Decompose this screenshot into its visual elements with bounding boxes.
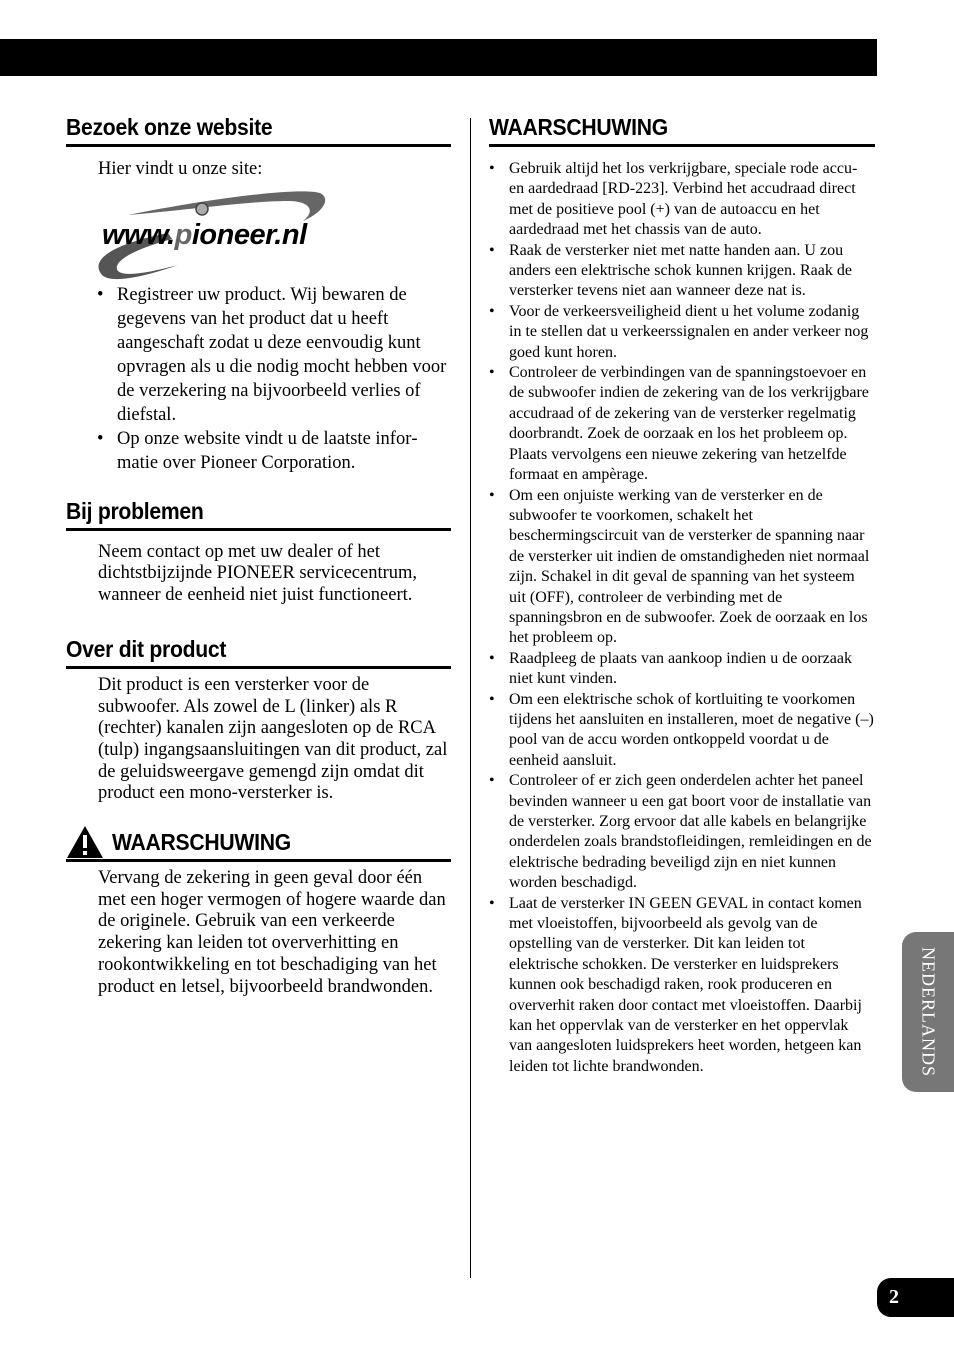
list-item: • Om een onjuiste werking van de versterker en de subwoofer te voorkomen, schakelt het beschermingscircuit van de versterker de spanning naar de versterker uit indien de omstandigheden niet normaal zijn. Schakel in dit geval de spanning van het systeem uit (OFF), controleer de verbinding met de spanningsbron en de subwoofer. Zoek de oorzaak en los het probleem op.	[489, 486, 875, 649]
right-warning-rule	[489, 144, 875, 147]
problems-rule	[66, 528, 451, 531]
problems-heading: Bij problemen	[66, 497, 204, 524]
right-column	[489, 113, 875, 1077]
language-tab	[902, 932, 954, 1092]
visit-rule	[66, 144, 451, 147]
visit-intro: Hier vindt u onze site:	[98, 159, 263, 179]
product-section	[66, 635, 451, 805]
logo-www: www.	[102, 218, 175, 251]
left-column	[66, 113, 451, 998]
warning-icon	[66, 825, 104, 859]
list-item: • Raadpleeg de plaats van aankoop indien u de oorzaak niet kunt vinden.	[489, 649, 875, 690]
product-heading: Over dit product	[66, 635, 227, 662]
header-bar	[0, 39, 877, 76]
list-item: • Controleer de verbindingen van de spanningstoevoer en de subwoofer indien de zekering van de los verkrijgbare accudraad of de zekering van de versterker regelmatig doorbrandt. Zoek de oorzaak en los het probleem op. Plaats vervolgens een nieuwe zekering van hetzelfde formaat en ampèrage.	[489, 363, 875, 485]
language-tab-label: NEDERLANDS	[918, 947, 939, 1077]
visit-bullet-list	[66, 283, 451, 475]
list-item: • Om een elektrische schok of kortluiting te voorkomen tijdens het aansluiten en installeren, moet de negative (–) pool van de accu worden ontkoppeld voordat u de eenheid aansluit.	[489, 690, 875, 772]
left-warning-rule	[66, 859, 451, 862]
page-number: 2	[877, 1278, 954, 1317]
column-divider	[470, 118, 471, 1278]
right-warning-list	[489, 159, 875, 1077]
right-warning-heading: WAARSCHUWING	[489, 114, 668, 140]
product-rule	[66, 666, 451, 669]
problems-section	[66, 497, 451, 607]
left-warning-text: Vervang de zekering in geen geval door één met een hoger vermogen of hogere waarde dan de originele. Gebruik van een verkeerde zekering kan leiden tot oververhitting en rookontwikkeling en tot beschadiging van het product en letsel, bijvoorbeeld brandwonden.	[98, 868, 446, 997]
left-warning-heading: WAARSCHUWING	[112, 829, 291, 856]
list-item: • Registreer uw product. Wij bewaren de gegevens van het product dat u heeft aangeschaft zodat u deze eenvoudig kunt opvragen als u die nodig mocht hebben voor de verzekering na bijvoorbeeld verlies of diefstal.	[66, 283, 451, 427]
list-item: • Raak de versterker niet met natte handen aan. U zou anders een elektrische schok kunnen krijgen. Raak de versterker tevens niet aan wanneer deze nat is.	[489, 241, 875, 302]
list-item: • Laat de versterker IN GEEN GEVAL in contact komen met vloeistoffen, bijvoorbeeld als gevolg van de opstelling van de versterker. Dit kan leiden tot elektrische schokken. De versterker en luidsprekers kunnen ook beschadigd raken, rook produceren en oververhit raken door contact met vloeistoffen. Daarbij kan het oppervlak van de versterker en het oppervlak van aangesloten luidsprekers heet worden, hetgeen kan leiden tot lichte brandwonden.	[489, 894, 875, 1078]
product-text: Dit product is een versterker voor de subwoofer. Als zowel de L (linker) als R (rechter) kanalen zijn aangesloten op de RCA (tulp) ingangsaansluitingen van dit product, zal de geluidsweergave gemengd zijn omdat dit product een mono-versterker is.	[98, 674, 448, 804]
left-warning-section	[66, 825, 451, 998]
pioneer-logo	[98, 189, 328, 281]
left-warning-header	[66, 825, 451, 859]
list-item: • Controleer of er zich geen onderdelen achter het paneel bevinden wanneer u een gat boort voor de installatie van de versterker. Zorg ervoor dat alle kabels en belangrijke onderdelen zoals brandstofleidingen, remleidingen en de elektrische bedrading beveiligd zijn en niet kunnen worden beschadigd.	[489, 771, 875, 893]
problems-text: Neem contact op met uw dealer of het dichtstbijzijnde PIONEER servicecentrum, wanneer de eenheid niet juist functioneert.	[98, 541, 418, 606]
logo-p: p	[174, 218, 192, 251]
logo-domain: ioneer.nl	[191, 218, 307, 251]
list-item: • Gebruik altijd het los verkrijgbare, speciale rode accu- en aardedraad [RD-223]. Verbind het accudraad direct met de positieve pool (+) van de autoaccu en het aardedraad met het chassis van de auto.	[489, 159, 875, 241]
visit-section	[66, 113, 451, 475]
list-item: • Voor de verkeersveiligheid dient u het volume zodanig in te stellen dat u verkeerssignalen en ander verkeer nog goed kunt horen.	[489, 302, 875, 363]
visit-heading: Bezoek onze website	[66, 114, 273, 140]
list-item: • Op onze website vindt u de laatste informatie over Pioneer Corporation.	[66, 427, 451, 475]
logo-text	[102, 219, 307, 252]
